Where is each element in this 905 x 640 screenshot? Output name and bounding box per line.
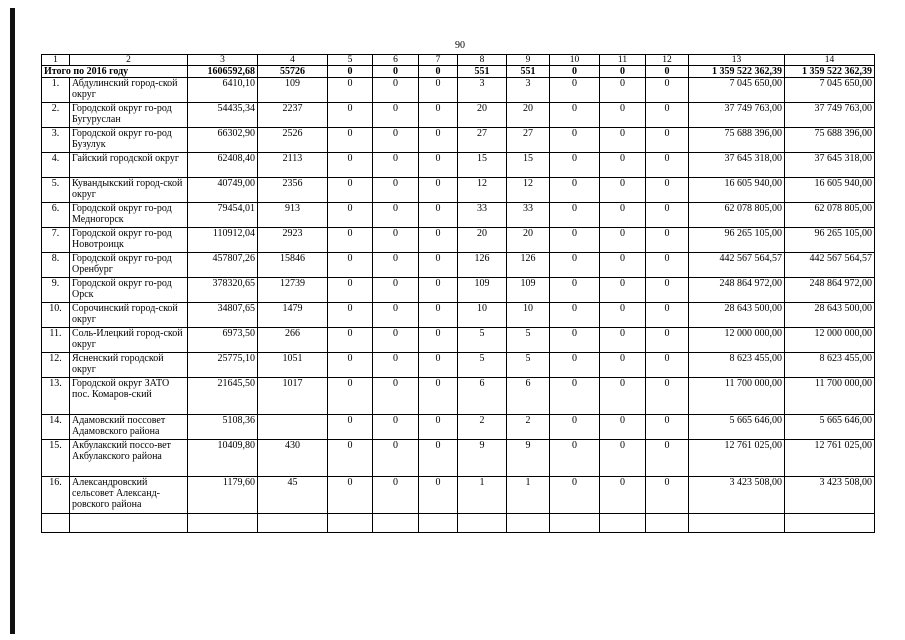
table-cell: 0 xyxy=(550,78,600,103)
table-cell: 2356 xyxy=(258,178,328,203)
table-cell: 0 xyxy=(373,378,419,415)
table-cell: 28 643 500,00 xyxy=(785,303,875,328)
table-cell: 33 xyxy=(458,203,507,228)
table-cell: 109 xyxy=(458,278,507,303)
municipality-name-cell: Акбулакский поссо-вет Акбулакского района xyxy=(70,440,188,477)
table-cell: 0 xyxy=(646,228,689,253)
table-cell: 34807,65 xyxy=(188,303,258,328)
table-cell: 0 xyxy=(328,278,373,303)
table-cell: 0 xyxy=(373,303,419,328)
column-header: 1 xyxy=(42,55,70,66)
table-cell: 0 xyxy=(646,415,689,440)
table-cell: 0 xyxy=(328,477,373,514)
table-cell: 0 xyxy=(646,378,689,415)
table-cell: 0 xyxy=(550,303,600,328)
table-cell: 0 xyxy=(646,328,689,353)
table-cell: 0 xyxy=(419,440,458,477)
table-cell: 0 xyxy=(328,440,373,477)
table-cell: 248 864 972,00 xyxy=(689,278,785,303)
table-row xyxy=(42,477,875,514)
table-cell: 109 xyxy=(507,278,550,303)
municipality-name-cell: Городской округ го-род Бугуруслан xyxy=(70,103,188,128)
table-cell: 430 xyxy=(258,440,328,477)
table-cell: 0 xyxy=(328,378,373,415)
municipality-name-cell: Ясненский городской округ xyxy=(70,353,188,378)
table-cell: 16 605 940,00 xyxy=(689,178,785,203)
table-cell xyxy=(689,514,785,533)
table-cell: 27 xyxy=(458,128,507,153)
table-cell: 12 000 000,00 xyxy=(785,328,875,353)
table-cell: 8 623 455,00 xyxy=(785,353,875,378)
table-cell: 0 xyxy=(328,353,373,378)
table-cell: 0 xyxy=(328,128,373,153)
table-cell xyxy=(188,514,258,533)
table-cell: 913 xyxy=(258,203,328,228)
table-row-blank xyxy=(42,514,875,533)
table-cell: 0 xyxy=(328,78,373,103)
row-number-cell: 12. xyxy=(42,353,70,378)
table-cell: 0 xyxy=(600,103,646,128)
table-cell: 0 xyxy=(600,178,646,203)
table-cell: 0 xyxy=(600,253,646,278)
table-cell: 20 xyxy=(458,228,507,253)
municipality-name-cell: Гайский городской округ xyxy=(70,153,188,178)
table-cell: 0 xyxy=(419,253,458,278)
total-cell: 1606592,68 xyxy=(188,66,258,78)
table-cell xyxy=(458,514,507,533)
table-cell: 5 665 646,00 xyxy=(689,415,785,440)
table-row xyxy=(42,278,875,303)
table-cell: 20 xyxy=(507,103,550,128)
table-cell: 1017 xyxy=(258,378,328,415)
column-number-header-row xyxy=(42,55,875,66)
table-cell: 6 xyxy=(458,378,507,415)
total-cell: 0 xyxy=(600,66,646,78)
table-cell xyxy=(507,514,550,533)
table-cell: 0 xyxy=(550,353,600,378)
column-header: 4 xyxy=(258,55,328,66)
table-cell: 0 xyxy=(550,203,600,228)
table-cell: 20 xyxy=(507,228,550,253)
table-cell: 0 xyxy=(419,128,458,153)
table-cell: 1051 xyxy=(258,353,328,378)
total-cell: 0 xyxy=(646,66,689,78)
column-header: 9 xyxy=(507,55,550,66)
table-cell xyxy=(550,514,600,533)
table-cell xyxy=(600,514,646,533)
table-cell: 37 645 318,00 xyxy=(689,153,785,178)
row-number-cell: 11. xyxy=(42,328,70,353)
table-cell: 0 xyxy=(419,477,458,514)
table-cell: 96 265 105,00 xyxy=(689,228,785,253)
table-cell xyxy=(70,514,188,533)
table-cell xyxy=(328,514,373,533)
table-cell: 0 xyxy=(600,353,646,378)
column-header: 10 xyxy=(550,55,600,66)
total-row xyxy=(42,66,875,78)
table-cell: 0 xyxy=(646,78,689,103)
table-row xyxy=(42,303,875,328)
table-cell: 109 xyxy=(258,78,328,103)
table-cell: 20 xyxy=(458,103,507,128)
table-cell: 3 423 508,00 xyxy=(785,477,875,514)
table-cell: 28 643 500,00 xyxy=(689,303,785,328)
table-cell: 0 xyxy=(600,378,646,415)
total-label: Итого по 2016 году xyxy=(42,66,188,78)
table-row xyxy=(42,328,875,353)
table-cell xyxy=(258,415,328,440)
table-cell: 0 xyxy=(419,178,458,203)
table-cell: 12 761 025,00 xyxy=(689,440,785,477)
table-row xyxy=(42,153,875,178)
municipality-name-cell: Кувандыкский город-ской округ xyxy=(70,178,188,203)
table-row xyxy=(42,178,875,203)
table-cell: 6973,50 xyxy=(188,328,258,353)
table-cell: 0 xyxy=(646,128,689,153)
table-row xyxy=(42,103,875,128)
column-header: 3 xyxy=(188,55,258,66)
total-cell: 0 xyxy=(373,66,419,78)
column-header: 5 xyxy=(328,55,373,66)
table-cell: 378320,65 xyxy=(188,278,258,303)
table-cell: 0 xyxy=(373,103,419,128)
table-cell: 0 xyxy=(550,477,600,514)
row-number-cell: 7. xyxy=(42,228,70,253)
table-cell: 0 xyxy=(373,178,419,203)
table-cell: 8 623 455,00 xyxy=(689,353,785,378)
table-cell: 37 749 763,00 xyxy=(785,103,875,128)
table-cell: 0 xyxy=(328,178,373,203)
table-cell: 6410,10 xyxy=(188,78,258,103)
table-cell: 442 567 564,57 xyxy=(689,253,785,278)
table-cell: 0 xyxy=(646,353,689,378)
row-number-cell: 4. xyxy=(42,153,70,178)
table-cell: 96 265 105,00 xyxy=(785,228,875,253)
table-cell: 15 xyxy=(507,153,550,178)
table-cell: 15 xyxy=(458,153,507,178)
column-header: 2 xyxy=(70,55,188,66)
municipality-name-cell: Александровский сельсовет Александ-ровского района xyxy=(70,477,188,514)
table-cell: 0 xyxy=(646,178,689,203)
table-cell: 21645,50 xyxy=(188,378,258,415)
table-cell: 2 xyxy=(507,415,550,440)
table-cell: 126 xyxy=(507,253,550,278)
table-cell: 0 xyxy=(373,415,419,440)
table-cell: 0 xyxy=(600,203,646,228)
table-cell: 5 xyxy=(507,353,550,378)
table-cell: 0 xyxy=(550,153,600,178)
total-cell: 0 xyxy=(550,66,600,78)
row-number-cell: 5. xyxy=(42,178,70,203)
table-cell: 66302,90 xyxy=(188,128,258,153)
table-cell: 11 700 000,00 xyxy=(785,378,875,415)
table-cell: 0 xyxy=(373,278,419,303)
table-cell: 2113 xyxy=(258,153,328,178)
row-number-cell: 16. xyxy=(42,477,70,514)
row-number-cell: 6. xyxy=(42,203,70,228)
column-header: 8 xyxy=(458,55,507,66)
table-cell: 0 xyxy=(550,378,600,415)
table-cell: 9 xyxy=(458,440,507,477)
column-header: 14 xyxy=(785,55,875,66)
page-number: 90 xyxy=(455,40,465,51)
table-cell: 266 xyxy=(258,328,328,353)
table-cell: 2 xyxy=(458,415,507,440)
table-row xyxy=(42,78,875,103)
table-cell: 7 045 650,00 xyxy=(785,78,875,103)
total-cell: 0 xyxy=(328,66,373,78)
table-cell: 79454,01 xyxy=(188,203,258,228)
table-cell: 0 xyxy=(373,440,419,477)
municipality-name-cell: Абдулинский город-ской округ xyxy=(70,78,188,103)
column-header: 7 xyxy=(419,55,458,66)
table-row xyxy=(42,228,875,253)
table-cell: 0 xyxy=(373,353,419,378)
table-cell: 0 xyxy=(328,415,373,440)
table-cell xyxy=(42,514,70,533)
municipality-name-cell: Городской округ го-род Оренбург xyxy=(70,253,188,278)
table-cell: 0 xyxy=(550,440,600,477)
municipality-name-cell: Городской округ ЗАТО пос. Комаров-ский xyxy=(70,378,188,415)
column-header: 13 xyxy=(689,55,785,66)
table-cell: 62408,40 xyxy=(188,153,258,178)
table-cell: 2237 xyxy=(258,103,328,128)
table-cell: 0 xyxy=(600,328,646,353)
table-cell: 0 xyxy=(646,153,689,178)
table-cell: 0 xyxy=(646,103,689,128)
table-row xyxy=(42,440,875,477)
table-cell xyxy=(258,514,328,533)
table-cell: 248 864 972,00 xyxy=(785,278,875,303)
table-cell: 2923 xyxy=(258,228,328,253)
table-cell: 0 xyxy=(550,228,600,253)
total-cell: 551 xyxy=(507,66,550,78)
table-cell: 37 645 318,00 xyxy=(785,153,875,178)
table-cell: 0 xyxy=(646,253,689,278)
table-cell: 0 xyxy=(600,303,646,328)
table-cell: 0 xyxy=(328,153,373,178)
row-number-cell: 10. xyxy=(42,303,70,328)
table-row xyxy=(42,253,875,278)
table-cell: 0 xyxy=(600,440,646,477)
table-cell: 110912,04 xyxy=(188,228,258,253)
table-cell: 1 xyxy=(458,477,507,514)
table-cell: 5108,36 xyxy=(188,415,258,440)
table-cell xyxy=(785,514,875,533)
municipality-name-cell: Сорочинский город-ской округ xyxy=(70,303,188,328)
table-cell: 5 xyxy=(458,353,507,378)
total-cell: 0 xyxy=(419,66,458,78)
table-cell: 3 423 508,00 xyxy=(689,477,785,514)
table-cell: 0 xyxy=(419,203,458,228)
table-cell: 0 xyxy=(419,415,458,440)
table-row xyxy=(42,415,875,440)
row-number-cell: 14. xyxy=(42,415,70,440)
table-cell: 442 567 564,57 xyxy=(785,253,875,278)
table-cell: 0 xyxy=(373,153,419,178)
table-cell: 11 700 000,00 xyxy=(689,378,785,415)
table-cell: 3 xyxy=(507,78,550,103)
table-cell: 0 xyxy=(646,278,689,303)
table-cell: 0 xyxy=(419,103,458,128)
left-margin-bar xyxy=(10,8,15,634)
municipality-name-cell: Городской округ го-род Новотроицк xyxy=(70,228,188,253)
table-cell: 0 xyxy=(419,278,458,303)
table-cell: 0 xyxy=(600,278,646,303)
table-cell: 0 xyxy=(646,303,689,328)
table-cell: 10 xyxy=(507,303,550,328)
table-cell: 12 xyxy=(507,178,550,203)
row-number-cell: 13. xyxy=(42,378,70,415)
table-cell: 0 xyxy=(550,178,600,203)
row-number-cell: 15. xyxy=(42,440,70,477)
table-cell: 75 688 396,00 xyxy=(785,128,875,153)
table-cell: 12 761 025,00 xyxy=(785,440,875,477)
table-cell: 37 749 763,00 xyxy=(689,103,785,128)
table-cell: 0 xyxy=(646,440,689,477)
municipality-name-cell: Городской округ го-род Бузулук xyxy=(70,128,188,153)
table-cell: 45 xyxy=(258,477,328,514)
table-cell: 16 605 940,00 xyxy=(785,178,875,203)
table-cell: 0 xyxy=(328,303,373,328)
table-cell: 27 xyxy=(507,128,550,153)
table-cell: 1 xyxy=(507,477,550,514)
table-cell: 2526 xyxy=(258,128,328,153)
column-header: 11 xyxy=(600,55,646,66)
table-cell: 12 000 000,00 xyxy=(689,328,785,353)
table-cell: 0 xyxy=(373,128,419,153)
table-cell: 9 xyxy=(507,440,550,477)
row-number-cell: 3. xyxy=(42,128,70,153)
table-cell: 12739 xyxy=(258,278,328,303)
table-cell: 10 xyxy=(458,303,507,328)
table-cell: 0 xyxy=(600,477,646,514)
table-cell: 0 xyxy=(550,415,600,440)
table-cell: 15846 xyxy=(258,253,328,278)
table-cell: 0 xyxy=(373,78,419,103)
table-cell: 3 xyxy=(458,78,507,103)
table-cell: 0 xyxy=(373,203,419,228)
table-cell: 0 xyxy=(419,378,458,415)
table-cell: 0 xyxy=(550,103,600,128)
table-cell: 1479 xyxy=(258,303,328,328)
table-cell: 0 xyxy=(419,228,458,253)
table-row xyxy=(42,353,875,378)
table-cell: 62 078 805,00 xyxy=(785,203,875,228)
table-cell: 12 xyxy=(458,178,507,203)
table-cell: 0 xyxy=(600,415,646,440)
table-cell: 0 xyxy=(373,253,419,278)
municipality-name-cell: Городской округ го-род Орск xyxy=(70,278,188,303)
table-cell: 0 xyxy=(419,303,458,328)
table-cell: 0 xyxy=(328,328,373,353)
table-cell: 0 xyxy=(373,477,419,514)
table-cell: 0 xyxy=(600,128,646,153)
table-cell: 0 xyxy=(328,253,373,278)
table-row xyxy=(42,128,875,153)
total-cell: 1 359 522 362,39 xyxy=(785,66,875,78)
table-cell: 0 xyxy=(373,228,419,253)
table-cell: 0 xyxy=(600,228,646,253)
table-cell: 0 xyxy=(600,78,646,103)
table-cell: 126 xyxy=(458,253,507,278)
table-cell: 75 688 396,00 xyxy=(689,128,785,153)
row-number-cell: 9. xyxy=(42,278,70,303)
data-table xyxy=(41,54,875,533)
municipality-name-cell: Городской округ го-род Медногорск xyxy=(70,203,188,228)
table-cell: 25775,10 xyxy=(188,353,258,378)
table-cell: 0 xyxy=(550,128,600,153)
row-number-cell: 8. xyxy=(42,253,70,278)
table-cell: 0 xyxy=(600,153,646,178)
total-cell: 1 359 522 362,39 xyxy=(689,66,785,78)
table-cell xyxy=(373,514,419,533)
table-row xyxy=(42,378,875,415)
municipality-name-cell: Соль-Илецкий город-ской округ xyxy=(70,328,188,353)
table-cell: 0 xyxy=(419,153,458,178)
total-cell: 55726 xyxy=(258,66,328,78)
table-cell: 5 xyxy=(458,328,507,353)
municipality-name-cell: Адамовский поссовет Адамовского района xyxy=(70,415,188,440)
table-cell: 0 xyxy=(328,103,373,128)
table-cell: 10409,80 xyxy=(188,440,258,477)
row-number-cell: 2. xyxy=(42,103,70,128)
table-cell: 0 xyxy=(550,278,600,303)
table-cell: 0 xyxy=(328,203,373,228)
table-cell: 0 xyxy=(646,203,689,228)
table-cell: 0 xyxy=(419,78,458,103)
table-cell: 0 xyxy=(646,477,689,514)
total-cell: 551 xyxy=(458,66,507,78)
row-number-cell: 1. xyxy=(42,78,70,103)
table-row xyxy=(42,203,875,228)
table-cell: 5 xyxy=(507,328,550,353)
table-cell: 0 xyxy=(419,353,458,378)
column-header: 6 xyxy=(373,55,419,66)
table-cell: 40749,00 xyxy=(188,178,258,203)
table-cell: 0 xyxy=(419,328,458,353)
table-cell: 0 xyxy=(328,228,373,253)
table-cell: 457807,26 xyxy=(188,253,258,278)
table-cell xyxy=(419,514,458,533)
table-cell: 1179,60 xyxy=(188,477,258,514)
table-cell: 62 078 805,00 xyxy=(689,203,785,228)
table-cell xyxy=(646,514,689,533)
table-cell: 54435,34 xyxy=(188,103,258,128)
table-cell: 5 665 646,00 xyxy=(785,415,875,440)
table-cell: 0 xyxy=(550,253,600,278)
column-header: 12 xyxy=(646,55,689,66)
table-cell: 7 045 650,00 xyxy=(689,78,785,103)
table-cell: 33 xyxy=(507,203,550,228)
table-cell: 0 xyxy=(373,328,419,353)
table-cell: 6 xyxy=(507,378,550,415)
table-cell: 0 xyxy=(550,328,600,353)
